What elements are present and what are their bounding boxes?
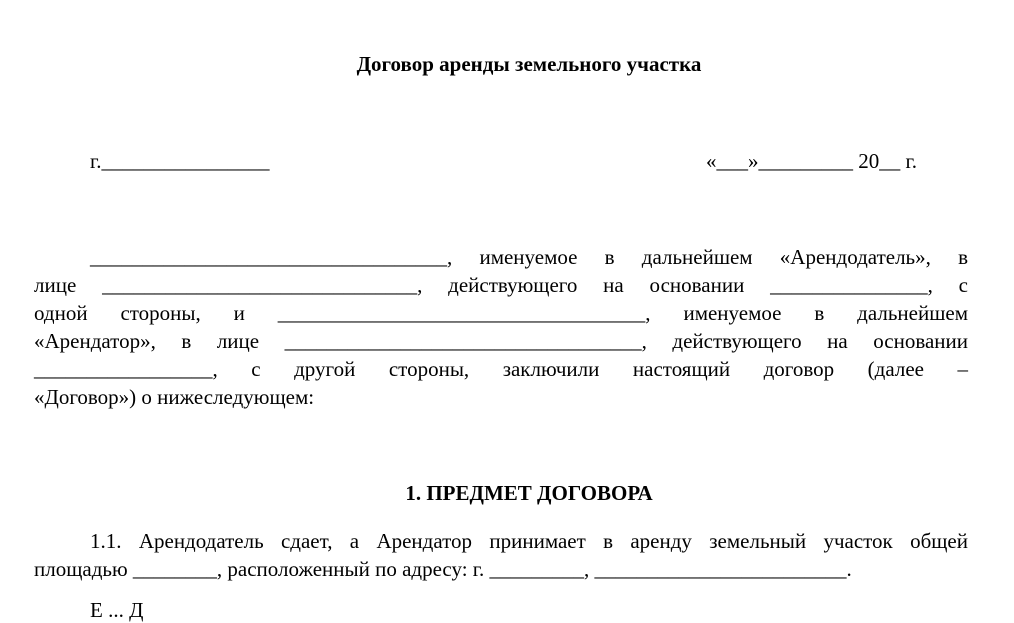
clause-line: 1.1. Арендодатель сдает, а Арендатор принимает в аренду земельный участок общей	[90, 529, 968, 553]
preamble-line: _________________, с другой стороны, заключили настоящий договор (далее –	[34, 357, 968, 381]
clause-line: площадью ________, расположенный по адресу: г. _________, ________________________.	[34, 557, 852, 581]
preamble-line: «Арендатор», в лице __________________________________, действующего на основании	[34, 329, 968, 353]
preamble-line: __________________________________, именуемое в дальнейшем «Арендодатель», в	[90, 245, 968, 269]
date-field: «___»_________ 20__ г.	[706, 149, 917, 173]
preamble-line: «Договор») о нижеследующем:	[34, 385, 315, 409]
preamble-line: одной стороны, и ___________________________________, именуемое в дальнейшем	[34, 301, 968, 325]
section-heading: 1. ПРЕДМЕТ ДОГОВОРА	[405, 481, 653, 505]
preamble-line: лице ______________________________, действующего на основании _______________, с	[34, 273, 968, 297]
city-field: г.________________	[90, 149, 270, 173]
next-line-partial: Е ... Д	[90, 598, 144, 622]
document-title: Договор аренды земельного участка	[356, 52, 702, 76]
